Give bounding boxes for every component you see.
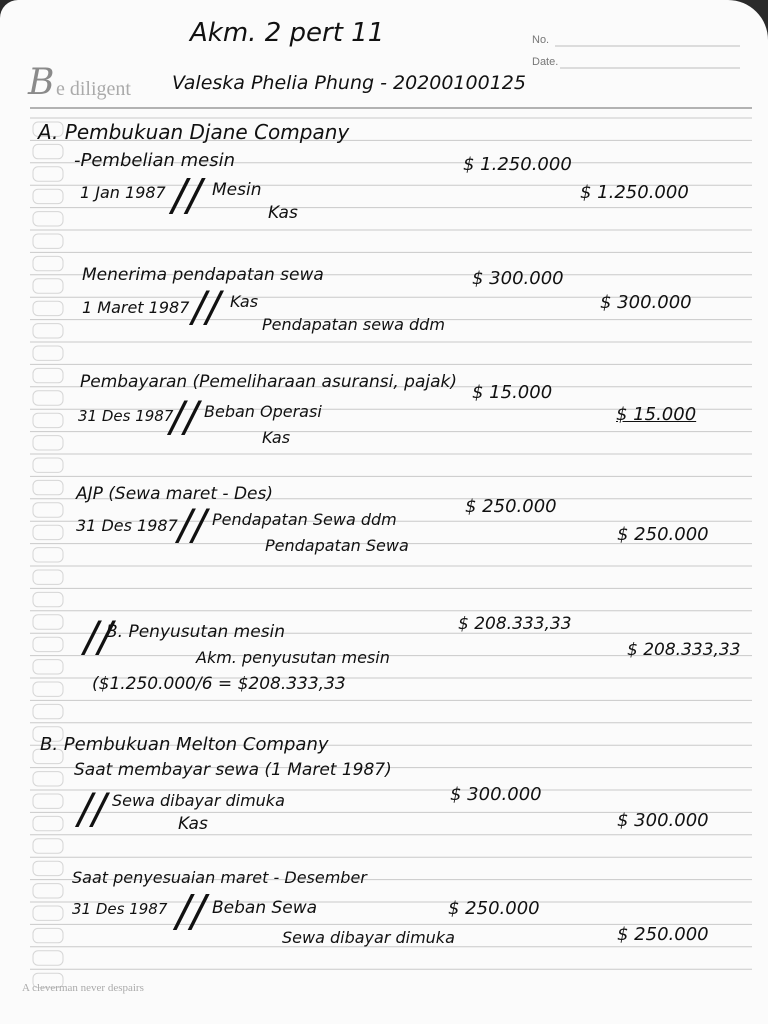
a-j5-credit-acct: Akm. penyusutan mesin bbox=[196, 648, 390, 667]
a-j2-desc: Menerima pendapatan sewa bbox=[82, 265, 324, 285]
margin-box bbox=[33, 592, 63, 606]
margin-box bbox=[33, 772, 63, 786]
b-j1-credit: $ 300.000 bbox=[617, 810, 709, 831]
a-j5-debit: $ 208.333,33 bbox=[458, 614, 572, 634]
margin-box bbox=[33, 884, 63, 898]
a-j5-credit: $ 208.333,33 bbox=[627, 640, 741, 660]
a-j4-slash: // bbox=[178, 500, 207, 549]
a-j5-desc: B. Penyusutan mesin bbox=[106, 622, 286, 642]
margin-box bbox=[33, 503, 63, 517]
b-j2-credit: $ 250.000 bbox=[617, 924, 709, 945]
a-j5-slash: // bbox=[84, 612, 113, 661]
a-j3-debit-acct: Beban Operasi bbox=[204, 402, 322, 421]
a-j2-date: 1 Maret 1987 bbox=[82, 298, 190, 317]
a-j5-calc: ($1.250.000/6 = $208.333,33 bbox=[92, 674, 346, 694]
margin-box bbox=[33, 548, 63, 562]
margin-box bbox=[33, 839, 63, 853]
b-j2-date: 31 Des 1987 bbox=[72, 900, 168, 918]
a-j4-date: 31 Des 1987 bbox=[76, 516, 178, 535]
b-j2-desc: Saat penyesuaian maret - Desember bbox=[72, 868, 367, 887]
margin-box bbox=[33, 256, 63, 270]
margin-box bbox=[33, 951, 63, 965]
a-j3-date: 31 Des 1987 bbox=[78, 407, 174, 425]
a-j4-desc: AJP (Sewa maret - Des) bbox=[76, 484, 273, 504]
a-j3-debit: $ 15.000 bbox=[472, 382, 553, 403]
margin-box bbox=[33, 682, 63, 696]
section-b-heading: B. Pembukuan Melton Company bbox=[40, 734, 329, 755]
margin-box bbox=[33, 189, 63, 203]
b-j1-debit-acct: Sewa dibayar dimuka bbox=[112, 791, 285, 810]
section-a-heading: A. Pembukuan Djane Company bbox=[38, 120, 350, 144]
margin-box bbox=[33, 391, 63, 405]
brand-logo-text: e diligent bbox=[56, 78, 131, 100]
a-j2-slash: // bbox=[192, 282, 221, 331]
margin-box bbox=[33, 570, 63, 584]
a-j1-credit: $ 1.250.000 bbox=[580, 182, 689, 203]
margin-box bbox=[33, 637, 63, 651]
a-j1-credit-acct: Kas bbox=[268, 203, 298, 223]
b-j1-credit-acct: Kas bbox=[178, 814, 208, 834]
brand-tagline: A cleverman never despairs bbox=[22, 982, 144, 994]
b-j1-desc: Saat membayar sewa (1 Maret 1987) bbox=[74, 760, 392, 780]
a-j1-debit: $ 1.250.000 bbox=[463, 154, 572, 175]
b-j2-debit: $ 250.000 bbox=[448, 898, 540, 919]
margin-box bbox=[33, 167, 63, 181]
a-j4-debit: $ 250.000 bbox=[465, 496, 557, 517]
margin-box bbox=[33, 816, 63, 830]
a-j1-date: 1 Jan 1987 bbox=[80, 183, 166, 202]
margin-box bbox=[33, 660, 63, 674]
page-title: Akm. 2 pert 11 bbox=[190, 18, 385, 48]
margin-box bbox=[33, 861, 63, 875]
margin-box bbox=[33, 413, 63, 427]
margin-box bbox=[33, 525, 63, 539]
margin-box bbox=[33, 615, 63, 629]
a-j3-credit: $ 15.000 bbox=[616, 404, 697, 425]
a-j3-credit-acct: Kas bbox=[262, 428, 291, 447]
a-j2-credit-acct: Pendapatan sewa ddm bbox=[262, 315, 445, 334]
a-j2-debit: $ 300.000 bbox=[472, 268, 564, 289]
b-j2-credit-acct: Sewa dibayar dimuka bbox=[282, 928, 455, 947]
margin-box bbox=[33, 346, 63, 360]
margin-box bbox=[33, 458, 63, 472]
margin-box bbox=[33, 324, 63, 338]
a-j3-desc: Pembayaran (Pemeliharaan asuransi, pajak) bbox=[80, 372, 457, 392]
b-j1-debit: $ 300.000 bbox=[450, 784, 542, 805]
a-j1-debit-acct: Mesin bbox=[212, 180, 262, 200]
a-j1-desc: -Pembelian mesin bbox=[74, 150, 236, 171]
student-name: Valeska Phelia Phung - 20200100125 bbox=[172, 72, 526, 94]
margin-box bbox=[33, 704, 63, 718]
margin-box bbox=[33, 928, 63, 942]
b-j2-slash: // bbox=[176, 886, 206, 937]
date-label: Date. bbox=[532, 56, 559, 68]
a-j3-slash: // bbox=[170, 392, 199, 441]
margin-box bbox=[33, 368, 63, 382]
margin-box bbox=[33, 436, 63, 450]
brand-logo-initial: B bbox=[28, 62, 55, 103]
margin-box bbox=[33, 144, 63, 158]
margin-box bbox=[33, 301, 63, 315]
a-j1-slash: // bbox=[172, 170, 202, 221]
margin-box bbox=[33, 234, 63, 248]
a-j2-debit-acct: Kas bbox=[230, 292, 259, 311]
margin-box bbox=[33, 212, 63, 226]
b-j2-debit-acct: Beban Sewa bbox=[212, 898, 318, 918]
no-label: No. bbox=[532, 34, 550, 46]
margin-box bbox=[33, 906, 63, 920]
a-j4-credit: $ 250.000 bbox=[617, 524, 709, 545]
a-j2-credit: $ 300.000 bbox=[600, 292, 692, 313]
a-j4-credit-acct: Pendapatan Sewa bbox=[265, 536, 409, 555]
margin-box bbox=[33, 279, 63, 293]
b-j1-slash: // bbox=[78, 784, 107, 833]
a-j4-debit-acct: Pendapatan Sewa ddm bbox=[212, 510, 397, 529]
margin-box bbox=[33, 794, 63, 808]
margin-box bbox=[33, 480, 63, 494]
